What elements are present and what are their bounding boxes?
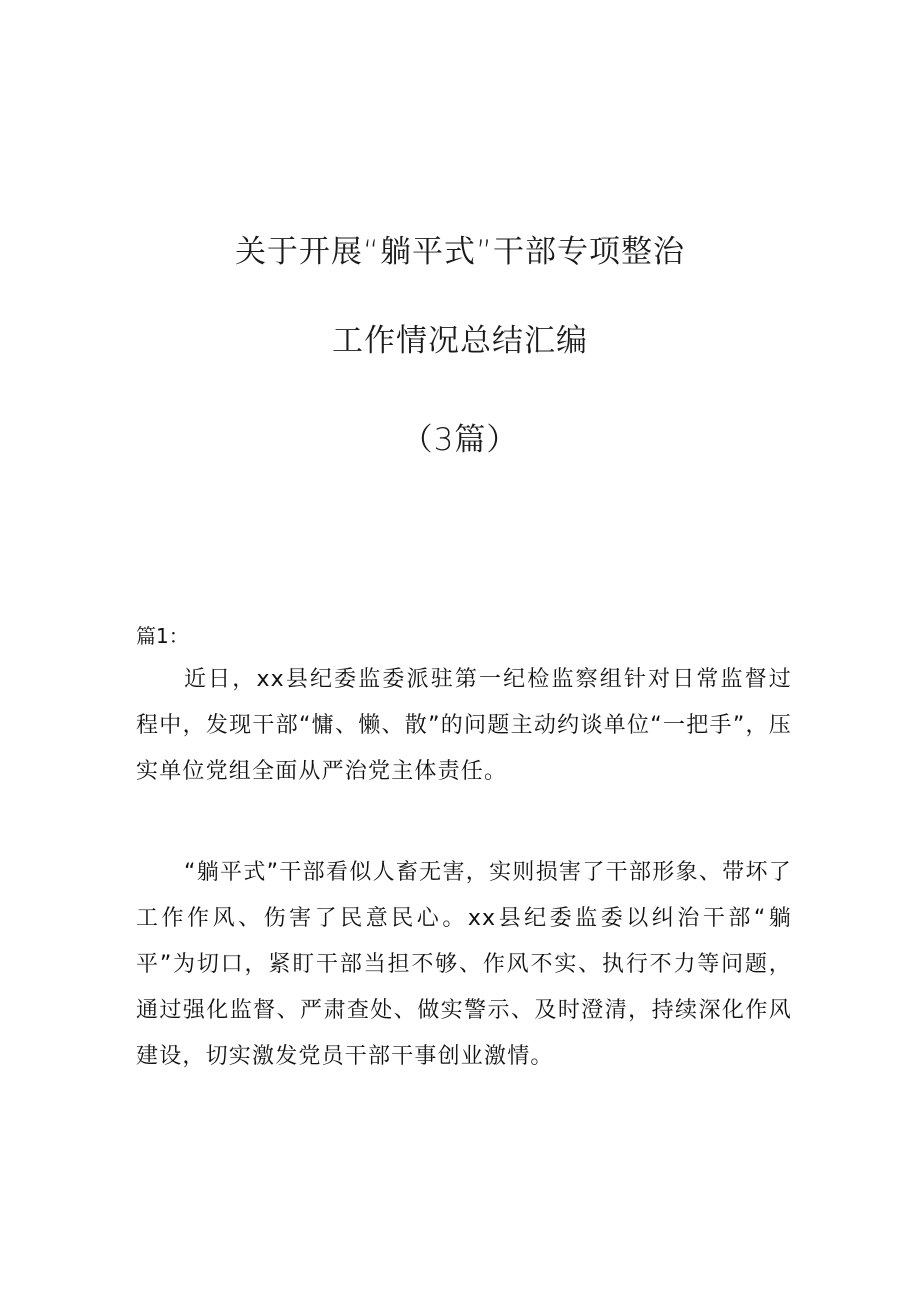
section-label: 篇1： [136,624,189,648]
document-title-line-1: 关于开展“躺平式”干部专项整治 [234,234,686,270]
document-title-line-2: 工作情况总结汇编 [332,323,588,359]
document-title-count: （3篇） [401,422,519,458]
body-paragraph-1: 近日，xx县纪委监委派驻第一纪检监察组针对日常监督过程中，发现干部“慵、懒、散”的问题主动约谈单位“一把手”，压实单位党组全面从严治党主体责任。 [136,667,792,784]
body-paragraph-2: “躺平式”干部看似人畜无害，实则损害了干部形象、带坏了工作作风、伤害了民意民心。xx县纪委监委以纠治干部“躺平”为切口，紧盯干部当担不够、作风不实、执行不力等问题，通过强化监督、严肃查处、做实警示、及时澄清，持续深化作风建设，切实激发党员干部干事创业激情。 [136,860,792,1069]
